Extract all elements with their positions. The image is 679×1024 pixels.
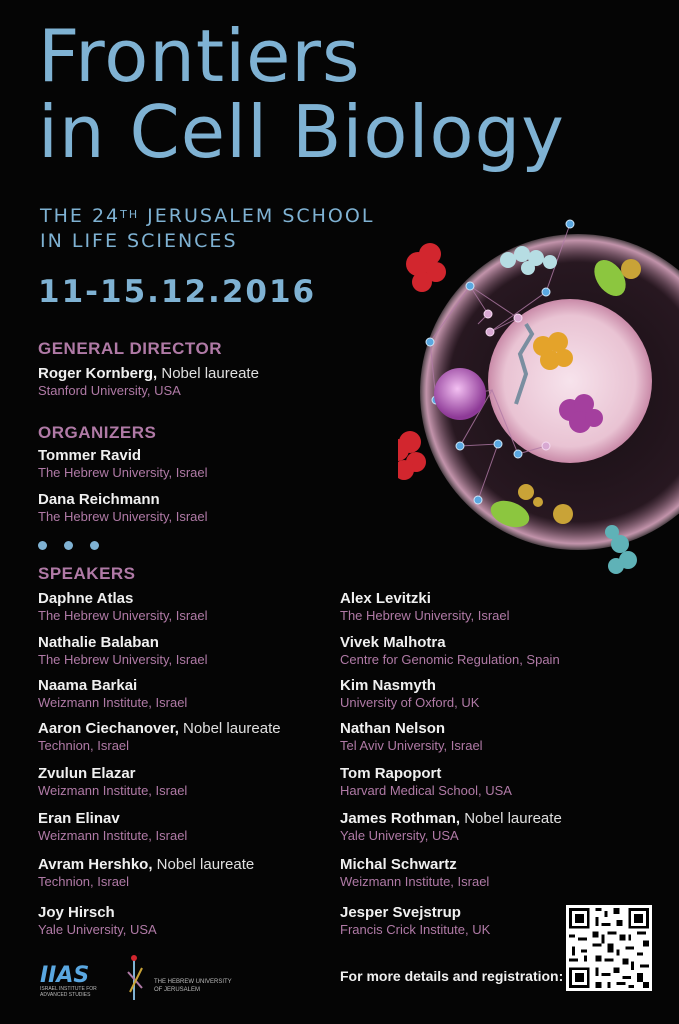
organizer-entry — [38, 491, 208, 524]
person-name: Nathalie Balaban — [38, 634, 159, 651]
huji-logo — [124, 952, 234, 1004]
person-affiliation: The Hebrew University, Israel — [38, 465, 208, 480]
person-affiliation: Weizmann Institute, Israel — [38, 783, 188, 798]
subtitle — [40, 204, 374, 254]
subtitle-part2: JERUSALEM SCHOOL — [139, 205, 375, 227]
iias-logo: IIAS ISRAEL INSTITUTE FOR ADVANCED STUDIES — [40, 963, 97, 998]
general-director-heading: GENERAL DIRECTOR — [38, 339, 223, 358]
person-affiliation: Harvard Medical School, USA — [340, 783, 512, 798]
speaker-entry — [38, 634, 208, 667]
subtitle-sup: TH — [120, 208, 140, 221]
person-name: Kim Nasmyth — [340, 677, 436, 694]
speaker-entry — [340, 810, 562, 843]
person-name: Alex Levitzki — [340, 590, 431, 607]
speaker-entry — [38, 720, 281, 753]
speaker-entry — [38, 590, 208, 623]
person-name: Naama Barkai — [38, 677, 138, 694]
person-name: Tom Rapoport — [340, 765, 442, 782]
speaker-entry — [340, 856, 489, 889]
speaker-entry — [38, 856, 254, 889]
person-name: Jesper Svejstrup — [340, 904, 461, 921]
person-name: Aaron Ciechanover, Nobel laureate — [38, 720, 281, 737]
person-name: Eran Elinav — [38, 810, 120, 827]
person-affiliation: Yale University, USA — [38, 922, 157, 937]
huji-caption-2: OF JERUSALEM — [154, 987, 201, 993]
organizer-entry — [38, 447, 208, 480]
nucleus — [488, 299, 652, 463]
svg-text:IIAS: IIAS — [40, 963, 90, 986]
person-affiliation: Francis Crick Institute, UK — [340, 922, 491, 937]
person-affiliation: Technion, Israel — [38, 874, 130, 889]
speaker-entry — [340, 904, 490, 937]
person-affiliation: The Hebrew University, Israel — [340, 608, 510, 623]
organizers-heading: ORGANIZERS — [38, 423, 157, 442]
poster-title — [38, 14, 565, 174]
person-name: Vivek Malhotra — [340, 634, 446, 651]
person-affiliation: The Hebrew University, Israel — [38, 509, 208, 524]
title-line-1: Frontiers — [38, 14, 361, 98]
person-name: Nathan Nelson — [340, 720, 446, 737]
person-affiliation: Weizmann Institute, Israel — [340, 874, 490, 889]
qr-code[interactable] — [566, 905, 652, 991]
person-affiliation: The Hebrew University, Israel — [38, 652, 208, 667]
person-affiliation: Yale University, USA — [340, 828, 459, 843]
person-affiliation: Technion, Israel — [38, 738, 130, 753]
person-name: Michal Schwartz — [340, 856, 457, 873]
person-name: Zvulun Elazar — [38, 765, 136, 782]
speakers-heading: SPEAKERS — [38, 564, 136, 583]
speaker-entry — [340, 677, 479, 710]
huji-caption-1: THE HEBREW UNIVERSITY — [154, 979, 232, 985]
speaker-entry — [38, 904, 157, 937]
speaker-entry — [38, 765, 187, 798]
separator-dots — [38, 537, 116, 555]
speaker-entry — [340, 720, 483, 753]
speaker-entry — [340, 765, 512, 798]
registration-text: For more details and registration: — [340, 968, 564, 984]
person-affiliation: Tel Aviv University, Israel — [340, 738, 483, 753]
subtitle-line2: IN LIFE SCIENCES — [40, 230, 238, 252]
speaker-entry — [340, 590, 510, 623]
title-line-2: in Cell Biology — [38, 90, 565, 174]
person-name: Avram Hershko, Nobel laureate — [38, 856, 255, 873]
speaker-entry — [38, 810, 187, 843]
person-name: Tommer Ravid — [38, 447, 142, 464]
person-affiliation: Weizmann Institute, Israel — [38, 695, 188, 710]
person-affiliation: University of Oxford, UK — [340, 695, 480, 710]
person-name: Daphne Atlas — [38, 590, 134, 607]
event-dates: 11-15.12.2016 — [38, 274, 317, 310]
subtitle-part1: THE 24 — [40, 205, 121, 227]
person-name: Joy Hirsch — [38, 904, 115, 921]
person-affiliation: Stanford University, USA — [38, 383, 181, 398]
speaker-entry — [340, 634, 560, 667]
person-affiliation: Centre for Genomic Regulation, Spain — [340, 652, 560, 667]
person-name: James Rothman, Nobel laureate — [340, 810, 562, 827]
general-director-entry — [38, 365, 259, 398]
person-name: Roger Kornberg, Nobel laureate — [38, 365, 259, 382]
person-affiliation: Weizmann Institute, Israel — [38, 828, 188, 843]
person-affiliation: The Hebrew University, Israel — [38, 608, 208, 623]
cell-illustration — [398, 214, 679, 584]
speaker-entry — [38, 677, 187, 710]
person-name: Dana Reichmann — [38, 491, 160, 508]
